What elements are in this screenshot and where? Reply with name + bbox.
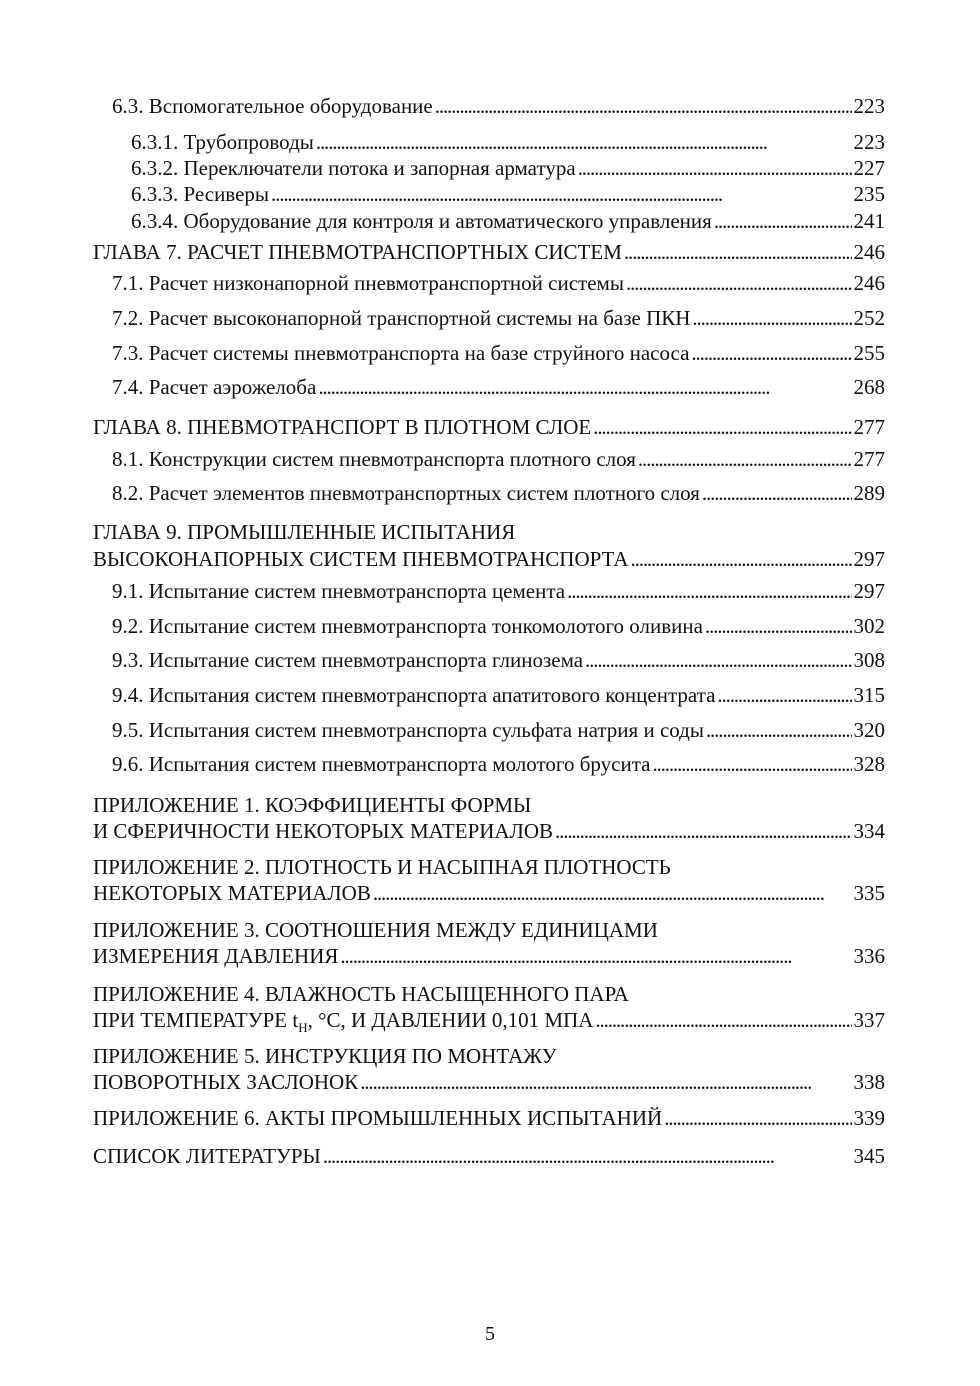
- toc-entry: [112, 479, 885, 507]
- toc-entry-page: 252: [853, 306, 885, 330]
- toc-chapter-title-line2: ВЫСОКОНАПОРНЫХ СИСТЕМ ПНЕВМОТРАНСПОРТА: [93, 547, 629, 571]
- toc-appendix-title-line2: ИЗМЕРЕНИЯ ДАВЛЕНИЯ: [93, 944, 339, 968]
- toc-appendix-page: 335: [853, 881, 885, 905]
- toc-entry-page: 302: [853, 614, 885, 638]
- toc-entry: [112, 373, 885, 401]
- toc-appendix-title-line1: ПРИЛОЖЕНИЕ 4. ВЛАЖНОСТЬ НАСЫЩЕННОГО ПАРА: [93, 982, 629, 1006]
- toc-entry: [131, 180, 885, 208]
- toc-appendix-title-line1: ПРИЛОЖЕНИЕ 5. ИНСТРУКЦИЯ ПО МОНТАЖУ: [93, 1044, 557, 1068]
- toc-appendix-title-line1: ПРИЛОЖЕНИЕ 2. ПЛОТНОСТЬ И НАСЫПНАЯ ПЛОТНОСТЬ: [93, 855, 671, 879]
- toc-appendix-title-line2: ПОВОРОТНЫХ ЗАСЛОНОК: [93, 1070, 359, 1094]
- toc-entry-title: 7.4. Расчет аэрожелоба: [112, 375, 317, 399]
- toc-entry-page: 246: [853, 271, 885, 295]
- dot-leader: [650, 750, 851, 778]
- toc-entry: [112, 646, 885, 674]
- dot-leader: [700, 479, 852, 507]
- dot-leader: [703, 612, 852, 640]
- page-number: 5: [485, 1323, 495, 1345]
- dot-leader: [338, 942, 851, 970]
- toc-entry-title: 7.3. Расчет системы пневмотранспорта на базе струйного насоса: [112, 341, 690, 365]
- toc-entry: [112, 577, 885, 605]
- toc-chapter-page: 297: [853, 547, 885, 571]
- toc-entry-page: 315: [853, 683, 885, 707]
- toc-entry-page: 227: [853, 156, 885, 180]
- toc-entry: [112, 445, 885, 473]
- toc-entry-page: 308: [853, 648, 885, 672]
- toc-entry: [131, 154, 885, 182]
- toc-entry-page: 235: [853, 182, 885, 206]
- dot-leader: [358, 1068, 851, 1096]
- toc-entry-page: 297: [853, 579, 885, 603]
- toc-chapter-page: 277: [853, 415, 885, 439]
- toc-entry: [112, 304, 885, 332]
- toc-appendix-title-part: ПРИ ТЕМПЕРАТУРЕ t: [93, 1008, 299, 1032]
- toc-appendix-page: 337: [853, 1008, 885, 1032]
- toc-entry-title: 6.3.3. Ресиверы: [131, 182, 270, 206]
- toc-entry-title: 9.3. Испытание систем пневмотранспорта глинозема: [112, 648, 584, 672]
- dot-leader: [591, 413, 851, 441]
- dot-leader: [593, 1006, 851, 1034]
- dot-leader: [624, 269, 852, 297]
- dot-leader: [629, 545, 852, 573]
- toc-entry-page: 241: [853, 209, 885, 233]
- toc-entry-title: 6.3.4. Оборудование для контроля и автоматического управления: [131, 209, 712, 233]
- toc-entry: [131, 128, 885, 156]
- toc-entry-title: 7.2. Расчет высоконапорной транспортной системы на базе ПКН: [112, 306, 691, 330]
- toc-entry-page: 328: [853, 752, 885, 776]
- toc-entry-page: 255: [853, 341, 885, 365]
- toc-appendix-title-line2: И СФЕРИЧНОСТИ НЕКОТОРЫХ МАТЕРИАЛОВ: [93, 819, 554, 843]
- toc-entry-title: 9.2. Испытание систем пневмотранспорта тонкомолотого оливина: [112, 614, 703, 638]
- toc-appendix-page: 336: [853, 944, 885, 968]
- dot-leader: [314, 128, 852, 156]
- toc-entry-page: 320: [853, 718, 885, 742]
- toc-appendix-title-line2: [93, 1006, 593, 1034]
- toc-entry: [112, 92, 885, 120]
- dot-leader: [636, 445, 852, 473]
- toc-entry: [112, 612, 885, 640]
- toc-entry: [112, 269, 885, 297]
- toc-references-title: СПИСОК ЛИТЕРАТУРЫ: [93, 1144, 321, 1168]
- toc-appendix: [93, 1104, 885, 1132]
- dot-leader: [576, 154, 852, 182]
- toc-references: [93, 1142, 885, 1170]
- toc-entry: [131, 207, 885, 235]
- dot-leader: [371, 879, 852, 907]
- toc-appendix-title-line2: НЕКОТОРЫХ МАТЕРИАЛОВ: [93, 881, 371, 905]
- toc-entry-page: 223: [853, 94, 885, 118]
- dot-leader: [565, 577, 851, 605]
- dot-leader: [622, 238, 852, 266]
- toc-appendix: [93, 1068, 885, 1096]
- toc-chapter-page: 246: [853, 240, 885, 264]
- toc-entry-title: 6.3.2. Переключатели потока и запорная арматура: [131, 156, 576, 180]
- toc-entry: [112, 681, 885, 709]
- toc-entry: [112, 750, 885, 778]
- toc-appendix-page: 334: [853, 819, 885, 843]
- dot-leader: [583, 646, 851, 674]
- toc-entry-title: 6.3.1. Трубопроводы: [131, 130, 314, 154]
- dot-leader: [321, 1142, 852, 1170]
- toc-entry-page: 289: [853, 481, 885, 505]
- dot-leader: [662, 1104, 851, 1132]
- toc-appendix: [93, 817, 885, 845]
- toc-entry-title: 8.2. Расчет элементов пневмотранспортных систем плотного слоя: [112, 481, 700, 505]
- toc-entry-title: 6.3. Вспомогательное оборудование: [112, 94, 433, 118]
- toc-appendix: [93, 942, 885, 970]
- dot-leader: [316, 373, 851, 401]
- toc-appendix-title-line1: ПРИЛОЖЕНИЕ 3. СООТНОШЕНИЯ МЕЖДУ ЕДИНИЦАМИ: [93, 918, 658, 942]
- toc-appendix-page: 338: [853, 1070, 885, 1094]
- toc-chapter-title: ГЛАВА 8. ПНЕВМОТРАНСПОРТ В ПЛОТНОМ СЛОЕ: [93, 415, 592, 439]
- toc-entry-title: 9.6. Испытания систем пневмотранспорта молотого брусита: [112, 752, 651, 776]
- toc-appendix-title: ПРИЛОЖЕНИЕ 6. АКТЫ ПРОМЫШЛЕННЫХ ИСПЫТАНИЙ: [93, 1106, 663, 1130]
- dot-leader: [553, 817, 851, 845]
- toc-chapter: [93, 238, 885, 266]
- dot-leader: [433, 92, 852, 120]
- toc-appendix-title-line1: ПРИЛОЖЕНИЕ 1. КОЭФФИЦИЕНТЫ ФОРМЫ: [93, 793, 532, 817]
- toc-references-page: 345: [853, 1144, 885, 1168]
- toc-entry-title: 8.1. Конструкции систем пневмотранспорта плотного слоя: [112, 447, 636, 471]
- toc-appendix-title-part: , °С, И ДАВЛЕНИИ 0,101 МПА: [307, 1008, 594, 1032]
- dot-leader: [689, 339, 851, 367]
- toc-entry-page: 223: [853, 130, 885, 154]
- dot-leader: [712, 207, 852, 235]
- subscript-label: Н: [298, 1020, 308, 1036]
- toc-chapter-title: ГЛАВА 7. РАСЧЕТ ПНЕВМОТРАНСПОРТНЫХ СИСТЕМ: [93, 240, 622, 264]
- toc-chapter: [93, 413, 885, 441]
- dot-leader: [715, 681, 851, 709]
- toc-entry: [112, 716, 885, 744]
- toc-entry: [112, 339, 885, 367]
- toc-entry-title: 9.1. Испытание систем пневмотранспорта цемента: [112, 579, 566, 603]
- toc-chapter-title-line1: ГЛАВА 9. ПРОМЫШЛЕННЫЕ ИСПЫТАНИЯ: [93, 520, 516, 544]
- toc-entry-title: 9.5. Испытания систем пневмотранспорта сульфата натрия и соды: [112, 718, 704, 742]
- dot-leader: [269, 180, 851, 208]
- toc-appendix: [93, 1006, 885, 1034]
- toc-entry-title: 7.1. Расчет низконапорной пневмотранспортной системы: [112, 271, 624, 295]
- toc-appendix-page: 339: [853, 1106, 885, 1130]
- toc-appendix: [93, 879, 885, 907]
- dot-leader: [690, 304, 851, 332]
- toc-entry-page: 277: [853, 447, 885, 471]
- toc-chapter: [93, 545, 885, 573]
- toc-entry-page: 268: [853, 375, 885, 399]
- dot-leader: [704, 716, 852, 744]
- toc-entry-title: 9.4. Испытания систем пневмотранспорта апатитового концентрата: [112, 683, 716, 707]
